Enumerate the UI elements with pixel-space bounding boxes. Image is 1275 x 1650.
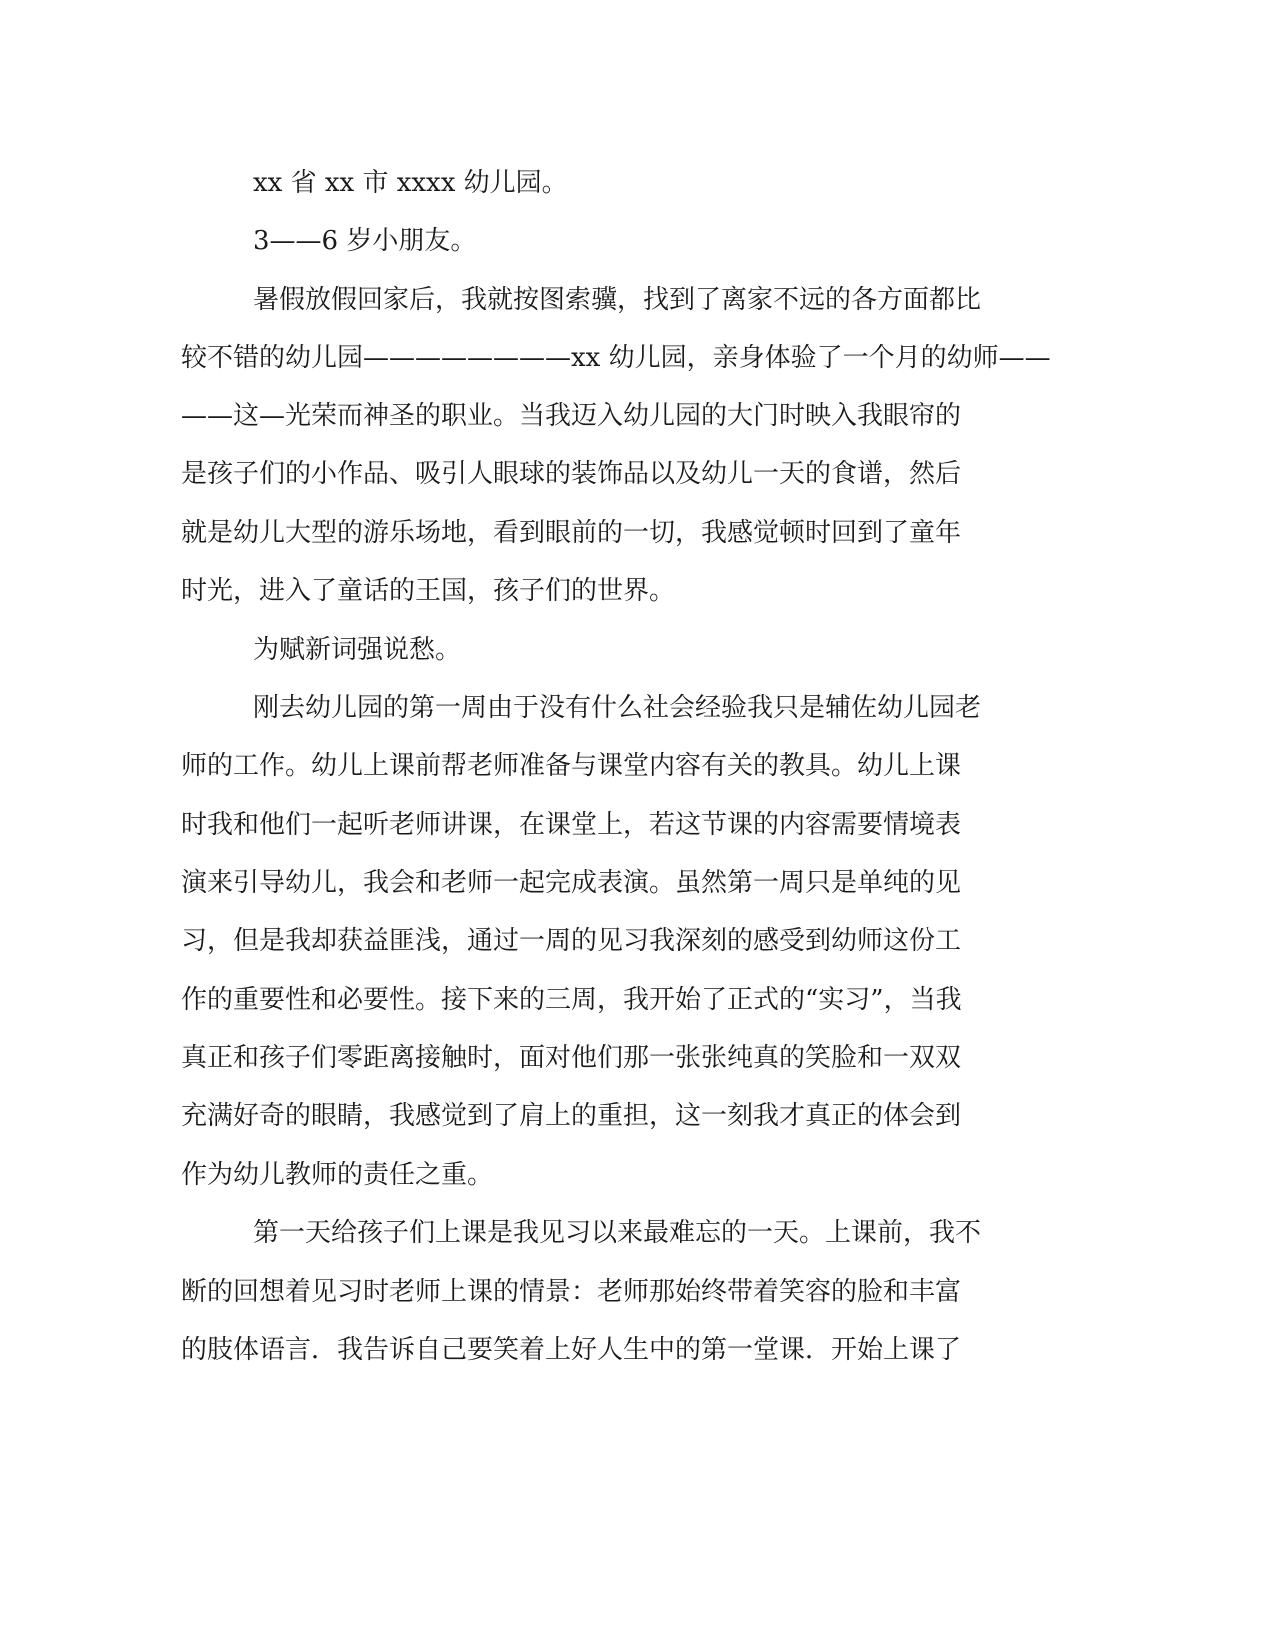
text-line: 时我和他们一起听老师讲课，在课堂上，若这节课的内容需要情境表 bbox=[181, 810, 962, 840]
text-line: 3——6 岁小朋友。 bbox=[253, 226, 477, 256]
text-line: 是孩子们的小作品、吸引人眼球的装饰品以及幼儿一天的食谱，然后 bbox=[181, 459, 962, 489]
text-line: 时光，进入了童话的王国，孩子们的世界。 bbox=[181, 576, 676, 606]
text-line: 作为幼儿教师的责任之重。 bbox=[181, 1160, 494, 1190]
text-line: 充满好奇的眼睛，我感觉到了肩上的重担，这一刻我才真正的体会到 bbox=[181, 1101, 962, 1131]
text-line: ——这—光荣而神圣的职业。当我迈入幼儿园的大门时映入我眼帘的 bbox=[181, 401, 962, 431]
text-line: 断的回想着见习时老师上课的情景：老师那始终带着笑容的脸和丰富 bbox=[181, 1277, 962, 1307]
text-line: 习，但是我却获益匪浅，通过一周的见习我深刻的感受到幼师这份工 bbox=[181, 926, 962, 956]
text-line: 真正和孩子们零距离接触时，面对他们那一张张纯真的笑脸和一双双 bbox=[181, 1043, 962, 1073]
text-line: 师的工作。幼儿上课前帮老师准备与课堂内容有关的教具。幼儿上课 bbox=[181, 751, 962, 781]
text-line: 演来引导幼儿，我会和老师一起完成表演。虽然第一周只是单纯的见 bbox=[181, 868, 962, 898]
text-line: 第一天给孩子们上课是我见习以来最难忘的一天。上课前，我不 bbox=[253, 1218, 982, 1248]
text-line: 刚去幼儿园的第一周由于没有什么社会经验我只是辅佐幼儿园老 bbox=[253, 693, 982, 723]
text-line: 暑假放假回家后，我就按图索骥，找到了离家不远的各方面都比 bbox=[253, 285, 982, 315]
text-line: 较不错的幼儿园————————xx 幼儿园，亲身体验了一个月的幼师—— bbox=[181, 343, 1051, 373]
text-line: 为赋新词强说愁。 bbox=[253, 635, 462, 665]
text-line: 的肢体语言．我告诉自己要笑着上好人生中的第一堂课．开始上课了 bbox=[181, 1335, 962, 1365]
text-line: 作的重要性和必要性。接下来的三周，我开始了正式的“实习”，当我 bbox=[181, 985, 962, 1015]
text-line: 就是幼儿大型的游乐场地，看到眼前的一切，我感觉顿时回到了童年 bbox=[181, 518, 962, 548]
text-line: xx 省 xx 市 xxxx 幼儿园。 bbox=[253, 168, 568, 198]
